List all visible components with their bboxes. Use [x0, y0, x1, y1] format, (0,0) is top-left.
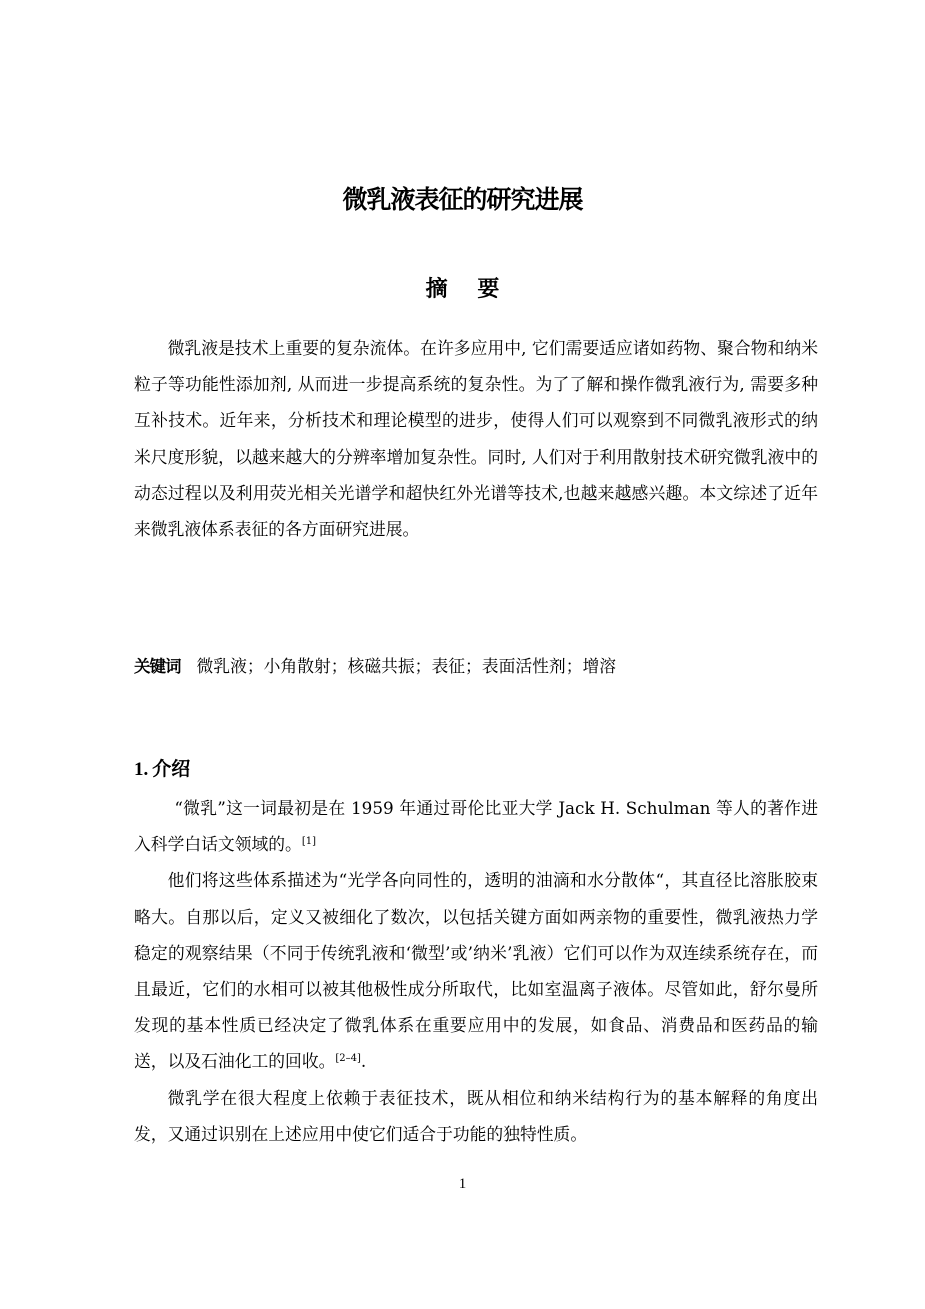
abstract-body [134, 330, 818, 547]
section-number: 1. [134, 759, 149, 780]
intro-paragraph-2-text: 他们将这些体系描述为“光学各向同性的，透明的油滴和水分散体“，其直径比溶胀胶束略大。自那以后，定义又被细化了数次，以包括关键方面如两亲物的重要性，微乳液热力学稳定的观察结果（不同于传统乳液和‘微型’或’纳米’乳液）它们可以作为双连续系统存在，而且最近，它们的水相可以被其他极性成分所取代，比如室温离子液体。尽管如此，舒尔曼所发现的基本性质已经决定了微乳体系在重要应用中的发展，如食品、消费品和医药品的输送，以及石油化工的回收。 [134, 870, 818, 1072]
paper-title: 微乳液表征的研究进展 [342, 185, 583, 214]
intro-paragraph-1-text: “微乳”这一词最初是在 1959 年通过哥伦比亚大学 Jack H. Schulman 等人的著作进入科学白话文领域的。 [134, 798, 818, 855]
section-title: 介绍 [152, 758, 191, 780]
abstract-heading: 摘 要 [425, 277, 500, 302]
citation-ref-1: [1] [301, 836, 316, 848]
abstract-paragraph: 微乳液是技术上重要的复杂流体。在许多应用中, 它们需要适应诸如药物、聚合物和纳米粒子等功能性添加剂, 从而进一步提高系统的复杂性。为了了解和操作微乳液行为, 需要多种互补技术。近年来，分析技术和理论模型的进步，使得人们可以观察到不同微乳液形式的纳米尺度形貌，以越来越大的分辨率增加复杂性。同时, 人们对于利用散射技术研究微乳液中的动态过程以及利用荧光相关光谱学和超快红外光谱等技术,也越来越感兴趣。本文综述了近年来微乳液体系表征的各方面研究进展。 [134, 338, 818, 540]
intro-paragraph-2 [134, 862, 818, 1079]
intro-paragraph-3: 微乳学在很大程度上依赖于表征技术，既从相位和纳米结构行为的基本解释的角度出发，又通过识别在上述应用中使它们适合于功能的独特性质。 [134, 1087, 818, 1144]
section-heading-introduction [134, 754, 190, 781]
keywords-line [134, 648, 818, 685]
keywords-text: 微乳液；小角散射；核磁共振；表征；表面活性剂；增溶 [196, 656, 617, 676]
page-number: 1 [458, 1176, 467, 1192]
intro-paragraph-1 [134, 790, 818, 862]
citation-ref-2-4: [2–4] [335, 1053, 361, 1065]
keywords-label: 关键词 [134, 657, 181, 676]
introduction-body [134, 790, 818, 1152]
intro-paragraph-2-end: . [360, 1051, 367, 1072]
